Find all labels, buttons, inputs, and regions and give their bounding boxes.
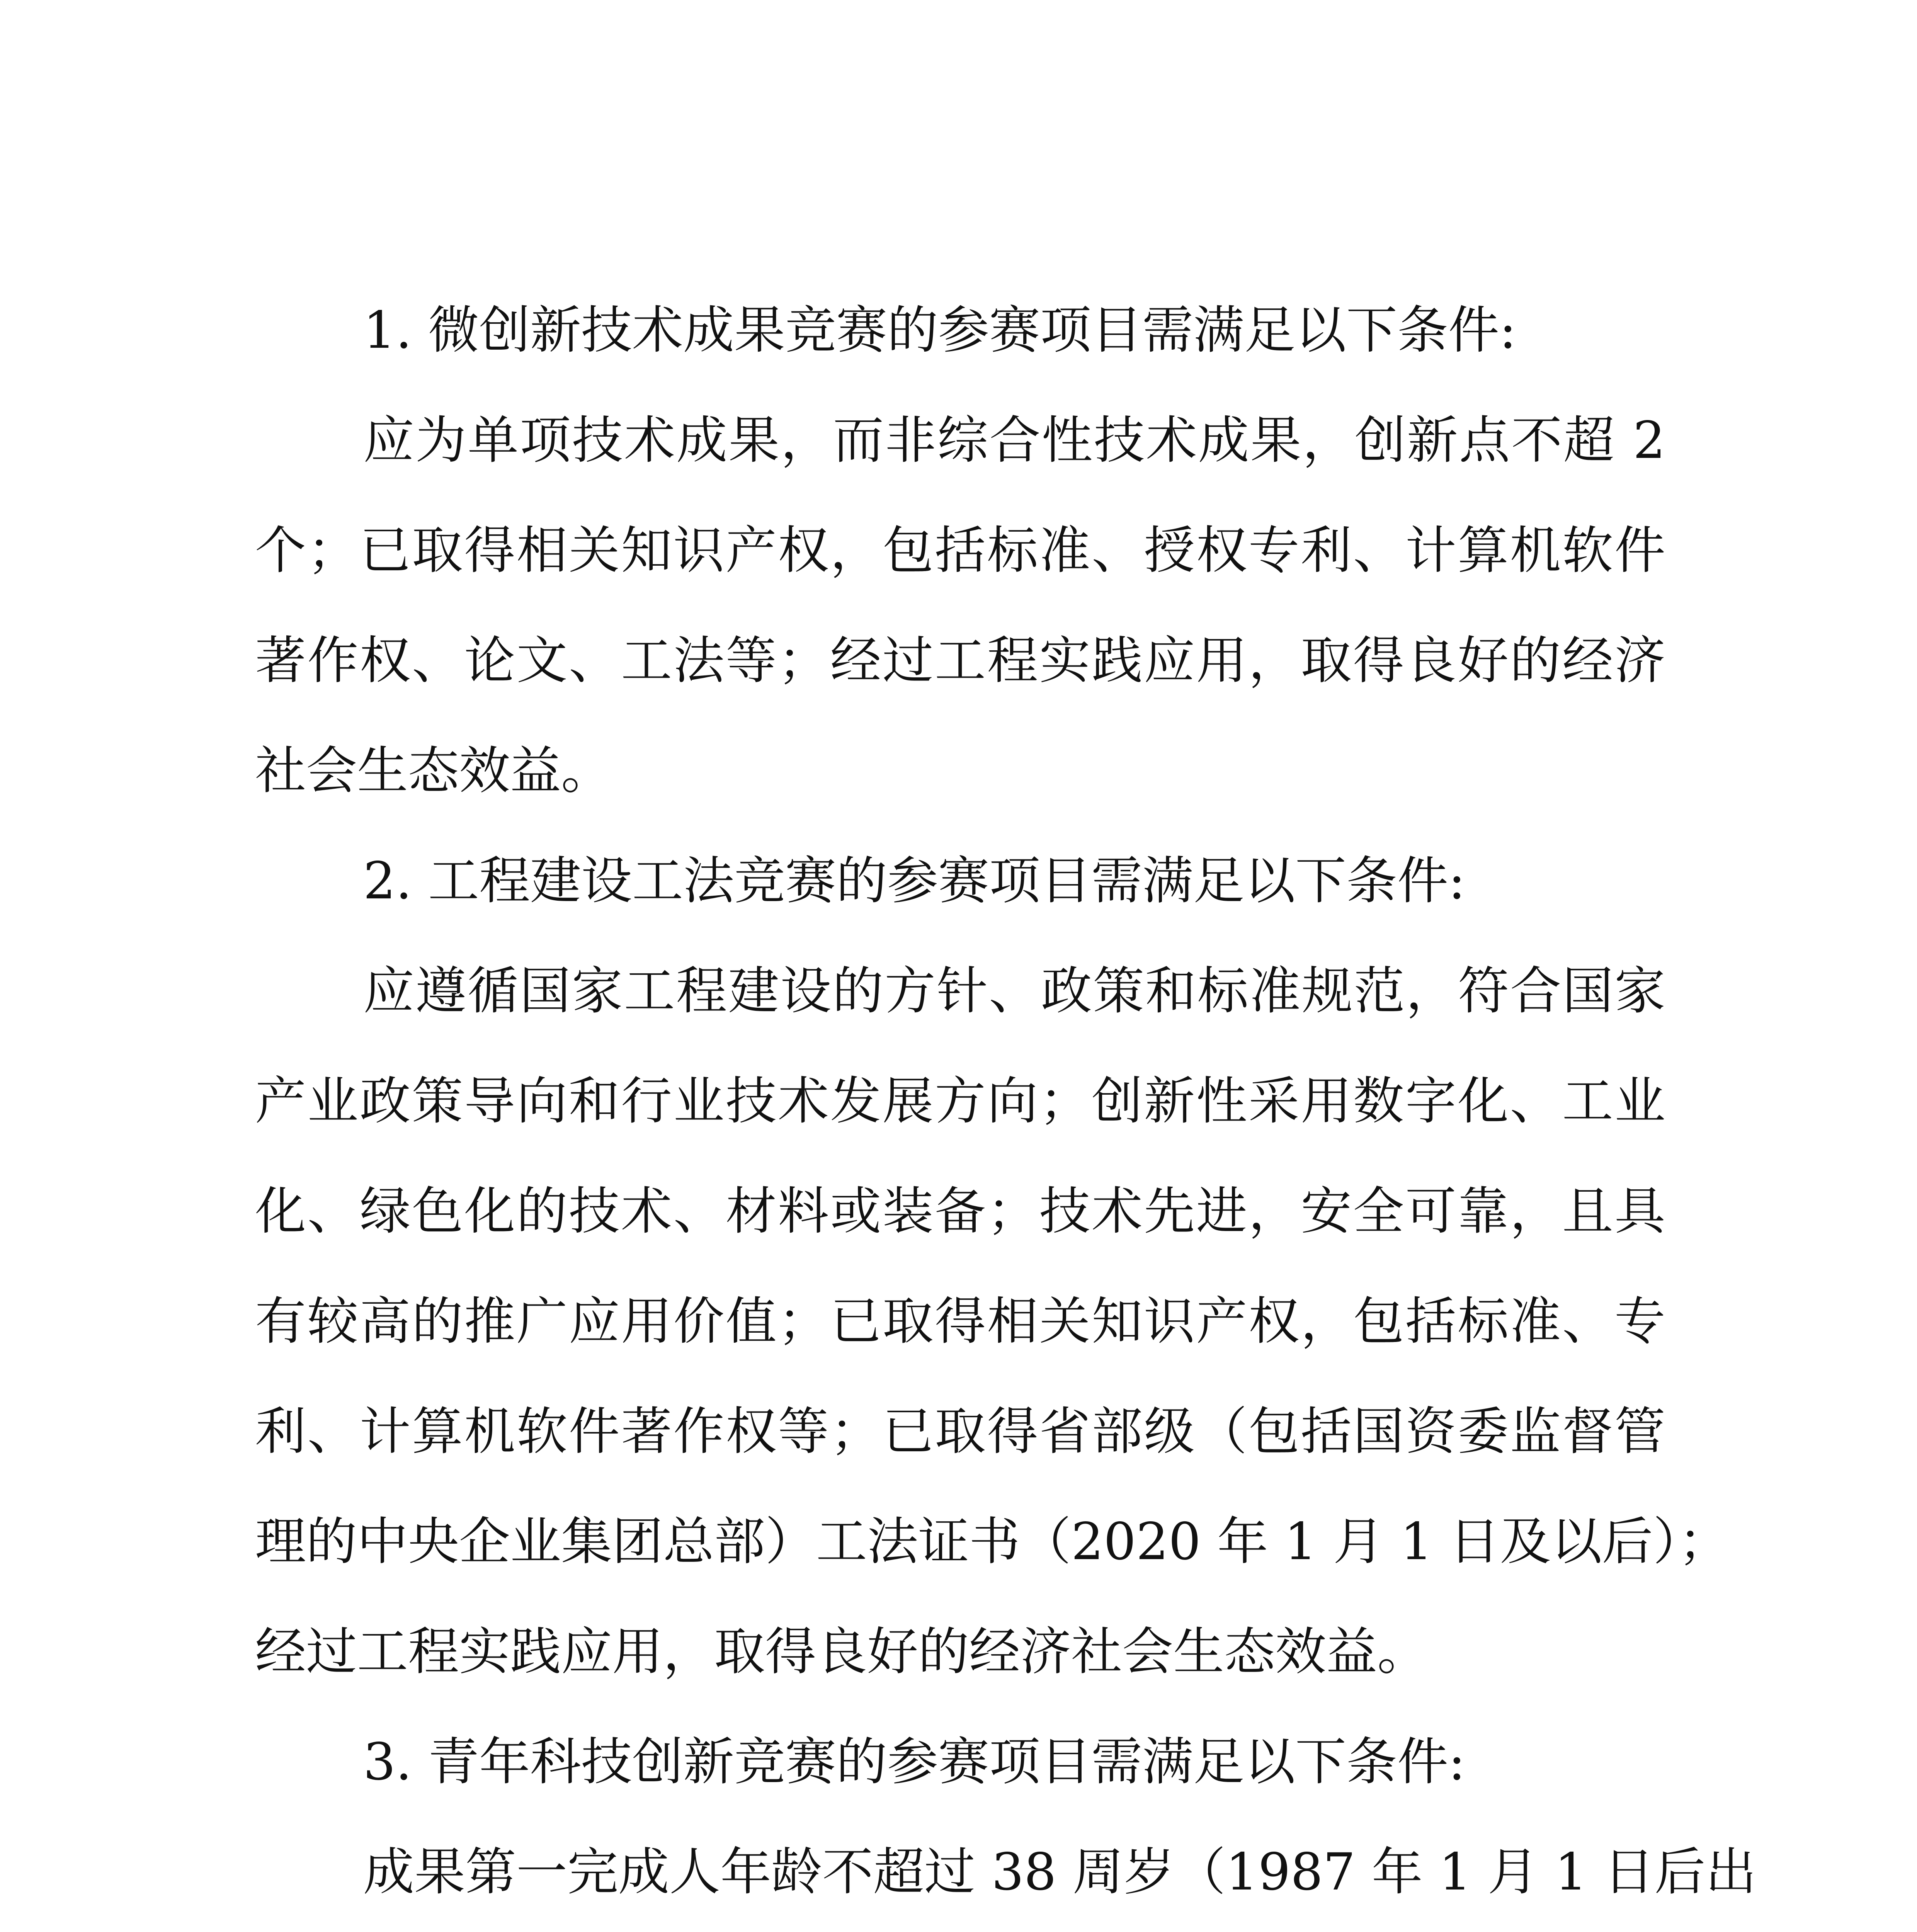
heading-micro-innovation: 1. 微创新技术成果竞赛的参赛项目需满足以下条件: xyxy=(363,301,1517,360)
paragraph-line: 个；已取得相关知识产权，包括标准、授权专利、计算机软件 xyxy=(255,521,1665,580)
paragraph-line: 经过工程实践应用，取得良好的经济社会生态效益。 xyxy=(255,1622,1428,1682)
paragraph-line: 成果第一完成人年龄不超过 38 周岁（1987 年 1 月 1 日后出 xyxy=(363,1842,1757,1902)
paragraph-line: 有较高的推广应用价值；已取得相关知识产权，包括标准、专 xyxy=(255,1292,1665,1351)
heading-construction-method: 2. 工程建设工法竞赛的参赛项目需满足以下条件: xyxy=(363,851,1466,911)
paragraph-line: 著作权、论文、工法等；经过工程实践应用，取得良好的经济 xyxy=(255,631,1665,690)
paragraph-line: 产业政策导向和行业技术发展方向；创新性采用数字化、工业 xyxy=(255,1071,1665,1131)
paragraph-line: 应为单项技术成果，而非综合性技术成果，创新点不超 2 xyxy=(363,411,1665,470)
paragraph-line: 化、绿色化的技术、材料或装备；技术先进，安全可靠，且具 xyxy=(255,1182,1665,1241)
paragraph-line: 应遵循国家工程建设的方针、政策和标准规范，符合国家 xyxy=(363,961,1665,1021)
paragraph-line: 理的中央企业集团总部）工法证书（2020 年 1 月 1 日及以后）； xyxy=(255,1512,1730,1571)
paragraph-line: 社会生态效益。 xyxy=(255,741,612,801)
heading-youth-innovation: 3. 青年科技创新竞赛的参赛项目需满足以下条件: xyxy=(363,1732,1466,1792)
paragraph-line: 利、计算机软件著作权等；已取得省部级（包括国资委监督管 xyxy=(255,1402,1665,1461)
